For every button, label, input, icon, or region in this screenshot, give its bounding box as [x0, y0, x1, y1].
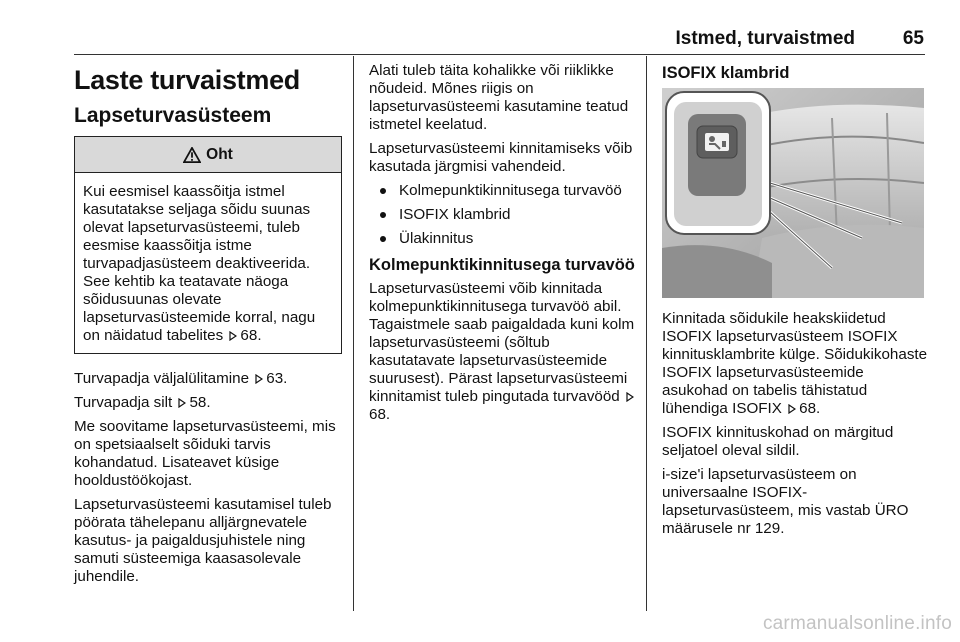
page-number: 65: [902, 28, 924, 49]
subsection-title-three-point-belt: Kolmepunktikinnitusega turvavöö: [369, 256, 635, 274]
column-divider-1: [353, 56, 354, 611]
paragraph-usage-instructions: Lapseturvasüsteemi kasutamisel tuleb pöörata tähelepanu alljärgnevatele kasutus- ja paigaldusjuhistele ning samuti süsteemiga kaasasolevale juhendile.: [74, 496, 332, 585]
page-reference-link[interactable]: 63.: [266, 370, 288, 387]
page-reference-link[interactable]: 68.: [240, 327, 262, 344]
paragraph-airbag-deactivation: Turvapadja väljalülitamine 63.: [74, 370, 288, 387]
column-1: [74, 62, 342, 592]
page-reference-link[interactable]: 58.: [189, 394, 211, 411]
page-reference-arrow-icon: [788, 404, 796, 414]
paragraph-regulations: Alati tuleb täita kohalikke või riiklikke nõudeid. Mõnes riigis on lapseturvasüsteemi kasutamine teatud istmetel keelatud.: [369, 62, 629, 133]
list-item: ISOFIX klambrid: [369, 206, 637, 224]
paragraph-i-size: i-size'i lapseturvasüsteem on universaalne ISOFIX-lapseturvasüsteem, mis vastab ÜRO määrusele nr 129.: [662, 466, 909, 537]
isofix-rear-seat-illustration: [662, 88, 924, 298]
list-item: Kolmepunktikinnitusega turvavöö: [369, 182, 637, 200]
warning-text: Kui eesmisel kaassõitja istmel kasutatakse seljaga sõidu suunas olevat lapseturvasüsteemi, tuleb eesmise kaassõitja istme turvapadjasüsteem deaktiveerida. See kehtib ka teatavate näoga sõidusuunas olevate lapseturvasüsteemide korral, nagu on näidatud tabelites: [83, 183, 316, 344]
danger-warning-box: [74, 136, 342, 354]
header-divider: [74, 54, 925, 55]
paragraph-isofix-mount: Kinnitada sõidukile heakskiidetud ISOFIX lapseturvasüsteem ISOFIX kinnitusklambrite külge. Sõidukikohaste ISOFIX lapseturvasüsteemide asukohad on tabelis tähistatud lühendiga ISOFIX 68.: [662, 310, 928, 417]
page-reference-link[interactable]: 68.: [799, 400, 821, 417]
paragraph-recommendation: Me soovitame lapseturvasüsteemi, mis on spetsiaalselt sõiduki tarvis kohandatud. Lisateavet küsige hooldustöökojast.: [74, 418, 336, 489]
page-reference-link[interactable]: 68.: [369, 406, 391, 423]
running-header-title: Istmed, turvaistmed: [675, 28, 855, 49]
page-reference-arrow-icon: [229, 331, 237, 341]
warning-header: [75, 137, 341, 173]
column-divider-2: [646, 56, 647, 611]
watermark: carmanualsonline.info: [762, 613, 952, 634]
chapter-title: Laste turvaistmed: [74, 65, 300, 95]
warning-label: Oht: [206, 145, 233, 163]
column-2: [369, 62, 637, 430]
page-reference-arrow-icon: [255, 374, 263, 384]
paragraph-isofix-marking: ISOFIX kinnituskohad on märgitud seljatoel oleval sildil.: [662, 424, 894, 459]
page-reference-arrow-icon: [178, 398, 186, 408]
subsection-title-isofix: ISOFIX klambrid: [662, 64, 790, 82]
warning-body: [75, 173, 341, 353]
paragraph-fastening-means: Lapseturvasüsteemi kinnitamiseks võib kasutada järgmisi vahendeid.: [369, 140, 633, 175]
section-title: Lapseturvasüsteem: [74, 104, 272, 127]
column-3: [662, 62, 928, 544]
paragraph-airbag-label: Turvapadja silt 58.: [74, 394, 211, 411]
paragraph-three-point-belt: Lapseturvasüsteemi võib kinnitada kolmepunktikinnitusega turvavöö abil. Tagaistmele saab paigaldada kuni kolm lapseturvasüsteemi (sõltub kasutatavate lapseturvasüsteemide suurusest). Pärast lapseturvasüsteemi kinnitamist tuleb pingutada turvavööd 68.: [369, 280, 635, 423]
fastening-list: [369, 182, 637, 248]
page-reference-arrow-icon: [626, 392, 634, 402]
warning-triangle-icon: [183, 147, 201, 163]
list-item: Ülakinnitus: [369, 230, 637, 248]
